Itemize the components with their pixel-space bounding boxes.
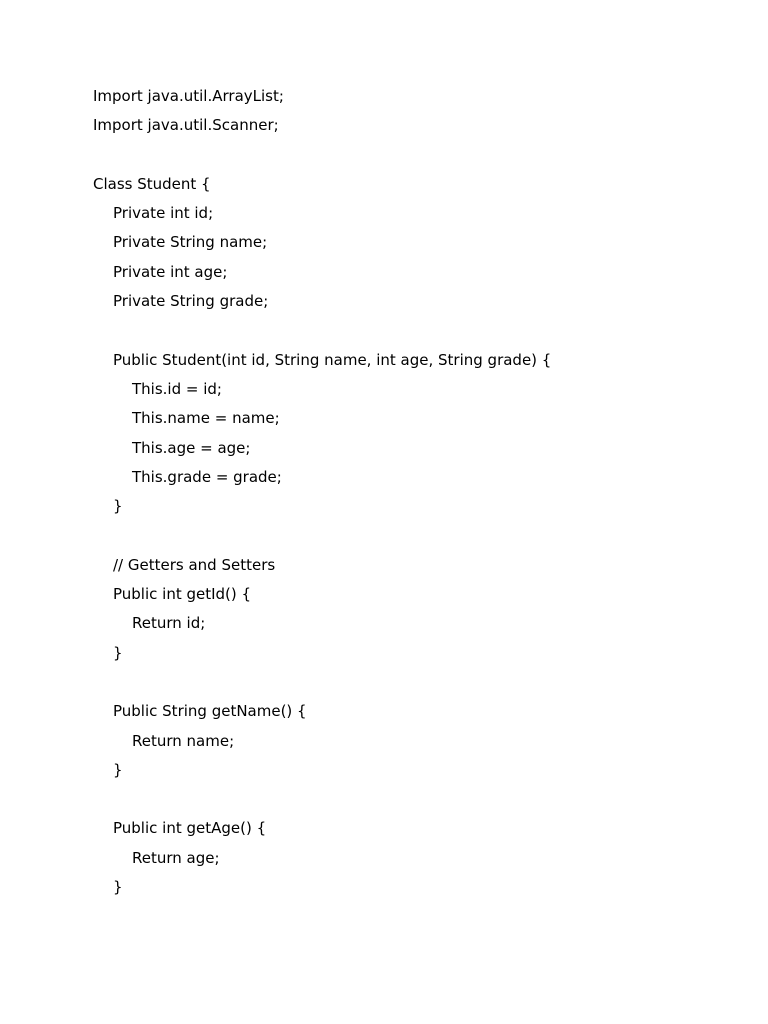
code-line: } [113,497,123,516]
code-line: } [113,878,123,897]
code-line: // Getters and Setters [113,555,276,574]
code-line: Import java.util.Scanner; [93,116,279,135]
blank-line [93,143,713,172]
code-line: Private int age; [113,262,228,281]
code-line: Private String grade; [113,292,269,311]
code-line: } [113,760,123,779]
code-listing [93,84,713,904]
code-line: Public Student(int id, String name, int age, String grade) { [113,350,552,369]
code-line: Class Student { [93,174,211,193]
code-line: This.grade = grade; [132,467,282,486]
code-line: Return name; [132,731,235,750]
blank-line [93,787,713,816]
code-line: Public int getAge() { [113,819,267,838]
code-line: Return id; [132,614,206,633]
code-line: This.name = name; [132,409,280,428]
blank-line [93,318,713,347]
code-line: Public int getId() { [113,585,252,604]
code-line: Private String name; [113,233,268,252]
code-line: Import java.util.ArrayList; [93,87,284,105]
code-line: This.age = age; [132,438,251,457]
code-line: Return age; [132,848,220,867]
code-line: Public String getName() { [113,702,307,721]
blank-line [93,523,713,552]
code-line: This.id = id; [132,379,222,398]
code-line: Private int id; [113,204,214,223]
blank-line [93,670,713,699]
code-line: } [113,643,123,662]
